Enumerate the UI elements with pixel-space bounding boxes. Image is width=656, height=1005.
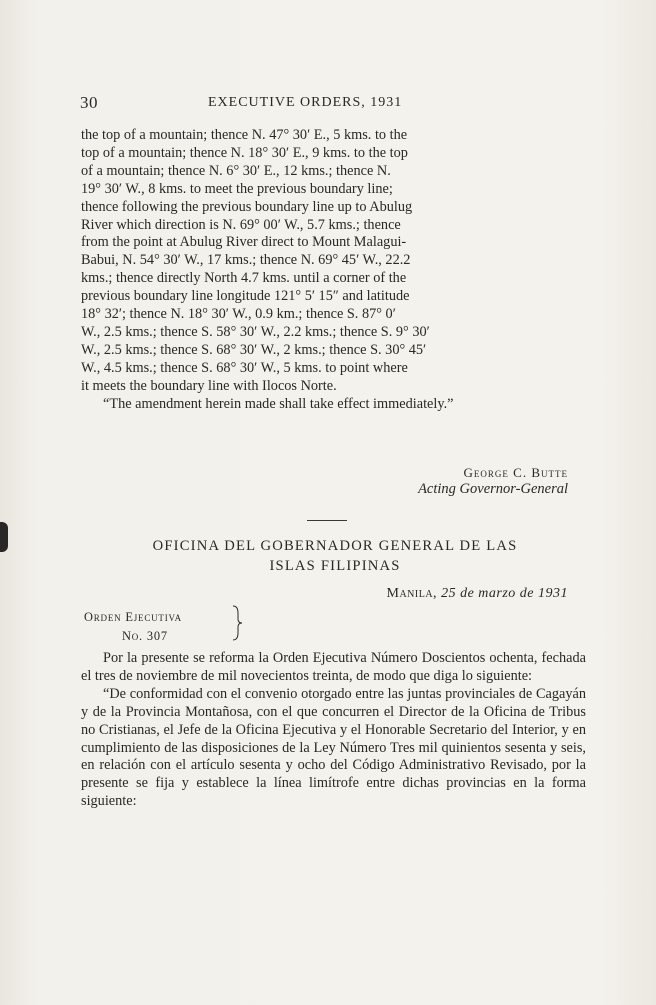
text-line: it meets the boundary line with Ilocos Norte. [81, 377, 337, 394]
order-label [84, 608, 182, 646]
place-date [387, 586, 569, 602]
text-line: W., 2.5 kms.; thence S. 58° 30′ W., 2.2 kms.; thence S. 9° 30′ [81, 323, 430, 340]
spanish-body [81, 650, 586, 811]
office-heading [80, 536, 590, 576]
office-heading-line: ISLAS FILIPINAS [269, 558, 401, 574]
page-number: 30 [80, 93, 98, 112]
spanish-paragraph: “De conformidad con el convenio otorgado entre las juntas provinciales de Cagayán y de la Provincia Montañosa, con el que concurren el Director de la Oficina de Tribus no Cristianas, el Jefe de la Oficina Ejecutiva y el Honorable Secretario del Interior, y en cumplimiento de las disposiciones de la Ley Número Tres mil quinientos sesenta y seis, en relación con el artículo sesenta y ocho del Código Administrativo Revisado, por la presente se fija y establece la línea limítrofe entre dichas provincias en la forma siguiente: [81, 685, 586, 810]
text-line: 18° 32′; thence N. 18° 30′ W., 0.9 km.; thence S. 87° 0′ [81, 306, 396, 323]
signature-name: George C. Butte [463, 465, 568, 480]
place: Manila, [386, 586, 438, 601]
right-brace-icon [231, 605, 243, 641]
text-line: 19° 30′ W., 8 kms. to meet the previous boundary line; [81, 180, 393, 197]
text-line: W., 4.5 kms.; thence S. 68° 30′ W., 5 kms. to point where [81, 359, 408, 376]
text-line: previous boundary line longitude 121° 5′ 15″ and latitude [81, 288, 410, 305]
text-line: from the point at Abulug River direct to Mount Malagui- [81, 234, 407, 251]
running-head: EXECUTIVE ORDERS, 1931 [208, 95, 403, 110]
closing-quote: “The amendment herein made shall take effect immediately.” [103, 395, 454, 412]
page-header [80, 93, 590, 117]
english-paragraph [81, 127, 586, 414]
text-line: Babui, N. 54° 30′ W., 17 kms.; thence N. 69° 45′ W., 22.2 [81, 252, 411, 269]
binding-mark [0, 522, 8, 552]
text-line: top of a mountain; thence N. 18° 30′ E., 9 kms. to the top [81, 144, 408, 161]
text-line: kms.; thence directly North 4.7 kms. until a corner of the [81, 270, 407, 287]
text-line: the top of a mountain; thence N. 47° 30′ E., 5 kms. to the [81, 127, 408, 143]
office-heading-line: OFICINA DEL GOBERNADOR GENERAL DE LAS [152, 538, 518, 554]
text-line: River which direction is N. 69° 00′ W., 5.7 kms.; thence [81, 216, 401, 233]
order-label-text: Orden Ejecutiva [84, 610, 182, 624]
text-line: of a mountain; thence N. 6° 30′ E., 12 kms.; thence N. [81, 162, 391, 179]
section-divider [307, 520, 347, 521]
text-line: W., 2.5 kms.; thence S. 68° 30′ W., 2 kms.; thence S. 30° 45′ [81, 341, 427, 358]
spanish-paragraph: Por la presente se reforma la Orden Ejecutiva Número Doscientos ochenta, fechada el tres de noviembre de mil novecientos treinta, de modo que diga lo siguiente: [81, 650, 586, 684]
signature-title: Acting Governor-General [418, 481, 568, 497]
text-line: thence following the previous boundary line up to Abulug [81, 198, 413, 215]
signature-block [418, 465, 568, 498]
date: 25 de marzo de 1931 [441, 586, 568, 601]
order-number: No. 307 [122, 629, 168, 643]
